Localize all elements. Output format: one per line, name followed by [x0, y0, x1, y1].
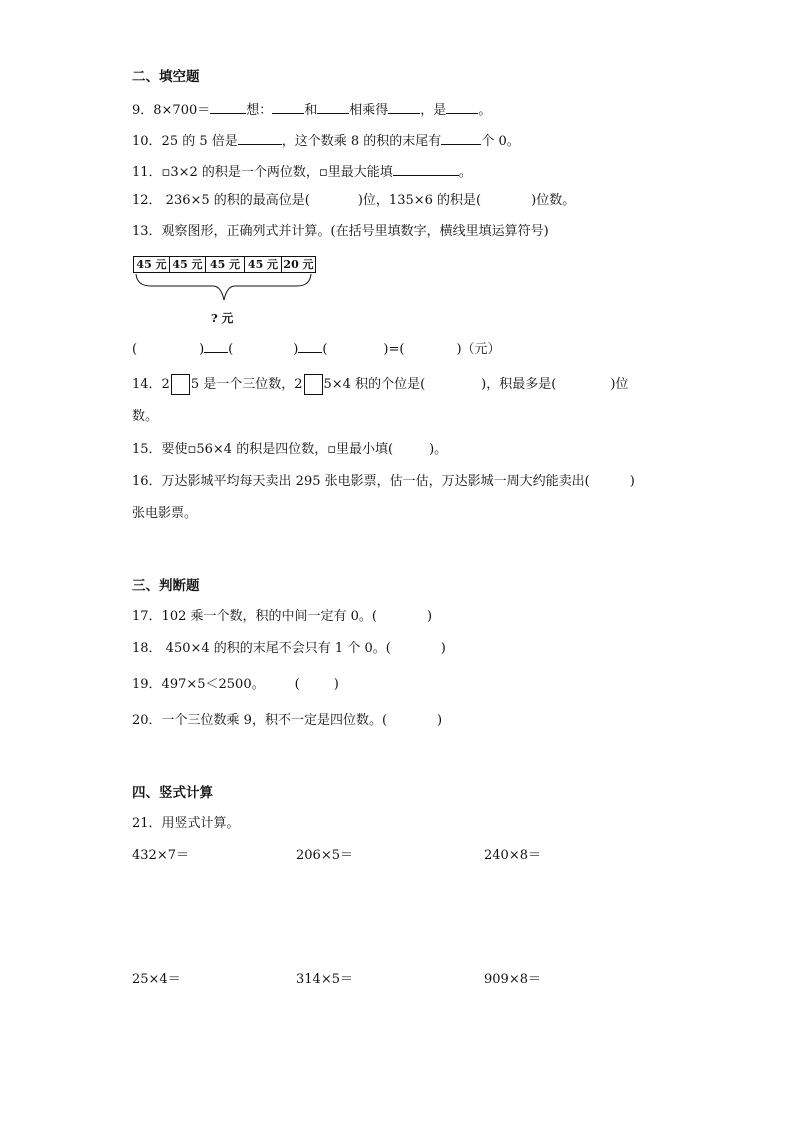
question-20 — [132, 712, 442, 730]
paren: ) — [293, 342, 299, 357]
q20-text: 20．一个三位数乘 9，积不一定是四位数。( — [132, 713, 388, 728]
q11-text: 11．▫3×2 的积是一个两位数，▫里最大能填 — [132, 165, 393, 180]
question-13-expression — [132, 338, 501, 359]
q12-text: 12． 236×5 的积的最高位是( — [132, 193, 310, 208]
q9-text: 和 — [304, 103, 318, 118]
brace-icon — [133, 272, 315, 304]
q9-text: ，是 — [420, 103, 447, 118]
operator-blank[interactable] — [298, 338, 322, 353]
price-segment: 45 元 — [205, 256, 245, 273]
price-segments — [133, 256, 316, 273]
answer-blank[interactable] — [317, 99, 349, 114]
q20-text: ) — [437, 713, 443, 728]
paren: ( — [228, 342, 234, 357]
q19-text: ( — [294, 677, 300, 692]
q17-text: ) — [426, 609, 433, 624]
answer-blank[interactable] — [388, 99, 420, 114]
question-11 — [132, 161, 472, 182]
question-13: 13．观察图形，正确列式并计算。(在括号里填数字，横线里填运算符号) — [132, 224, 549, 239]
calc-item: 432×7＝ — [132, 848, 189, 863]
q10-text: 10．25 的 5 倍是 — [132, 134, 238, 149]
q14-text: )位 — [610, 377, 629, 392]
question-mark-label: ? 元 — [211, 311, 234, 325]
question-16-cont: 张电影票。 — [132, 506, 198, 521]
calc-item: 314×5＝ — [296, 972, 353, 987]
answer-blank[interactable] — [238, 130, 282, 145]
paren: ( — [132, 342, 138, 357]
q9-text: 。 — [478, 103, 492, 118]
question-21: 21．用竖式计算。 — [132, 816, 240, 831]
q18-text: 18． 450×4 的积的末尾不会只有 1 个 0。( — [132, 641, 391, 656]
q16-text: 16．万达影城平均每天卖出 295 张电影票，估一估，万达影城一周大约能卖出( — [132, 474, 590, 489]
paren: )（元） — [456, 342, 501, 357]
answer-blank[interactable] — [393, 161, 459, 176]
q15-text: 15．要使▫56×4 的积是四位数，▫里最小填( — [132, 442, 394, 457]
answer-blank[interactable] — [446, 99, 478, 114]
calc-item: 206×5＝ — [296, 848, 353, 863]
q9-text: 相乘得 — [349, 103, 389, 118]
q12-text: )位，135×6 的积是( — [357, 193, 482, 208]
q19-text: 19．497×5＜2500。 — [132, 677, 265, 692]
digit-box[interactable] — [171, 374, 190, 395]
paren: ( — [322, 342, 328, 357]
answer-blank[interactable] — [210, 99, 246, 114]
q15-text: )。 — [429, 442, 448, 457]
q9-text: 9．8×700＝ — [132, 103, 211, 118]
operator-blank[interactable] — [204, 338, 228, 353]
q10-text: ，这个数乘 8 的积的末尾有 — [281, 134, 442, 149]
section-title-true-false: 三、判断题 — [132, 578, 200, 594]
q14-text: 5 是一个三位数，2 — [190, 377, 303, 392]
price-segment: 45 元 — [169, 256, 206, 273]
q14-text: )，积最多是( — [481, 377, 557, 392]
question-14-cont: 数。 — [132, 409, 159, 424]
q19-text: ) — [333, 677, 339, 692]
question-19 — [132, 676, 339, 694]
q11-text: 。 — [458, 165, 472, 180]
q17-text: 17．102 乘一个数，积的中间一定有 0。( — [132, 609, 377, 624]
question-14 — [132, 374, 628, 395]
q14-text: 5×4 积的个位是( — [323, 377, 426, 392]
q18-text: ) — [440, 641, 446, 656]
question-15 — [132, 441, 447, 459]
question-10 — [132, 130, 520, 151]
question-18 — [132, 640, 446, 658]
q12-text: )位数。 — [531, 193, 576, 208]
question-17 — [132, 608, 432, 626]
paren: ) — [199, 342, 205, 357]
price-segment: 45 元 — [244, 256, 282, 273]
section-title-vertical-calc: 四、竖式计算 — [132, 785, 213, 801]
q16-text: ) — [629, 474, 635, 489]
question-9 — [132, 99, 491, 120]
q9-text: 想： — [246, 103, 273, 118]
q10-text: 个 0。 — [481, 134, 520, 149]
calc-item: 25×4＝ — [132, 972, 181, 987]
section-title-fill-blank: 二、填空题 — [132, 69, 200, 85]
calc-item: 240×8＝ — [484, 848, 541, 863]
answer-blank[interactable] — [272, 99, 304, 114]
q14-text: 14．2 — [132, 377, 170, 392]
digit-box[interactable] — [304, 374, 323, 395]
question-12 — [132, 192, 575, 210]
question-16 — [132, 473, 635, 491]
answer-blank[interactable] — [441, 130, 481, 145]
paren: )=( — [383, 342, 405, 357]
price-segment: 20 元 — [281, 256, 316, 273]
price-segment: 45 元 — [133, 256, 170, 273]
calc-item: 909×8＝ — [484, 972, 541, 987]
